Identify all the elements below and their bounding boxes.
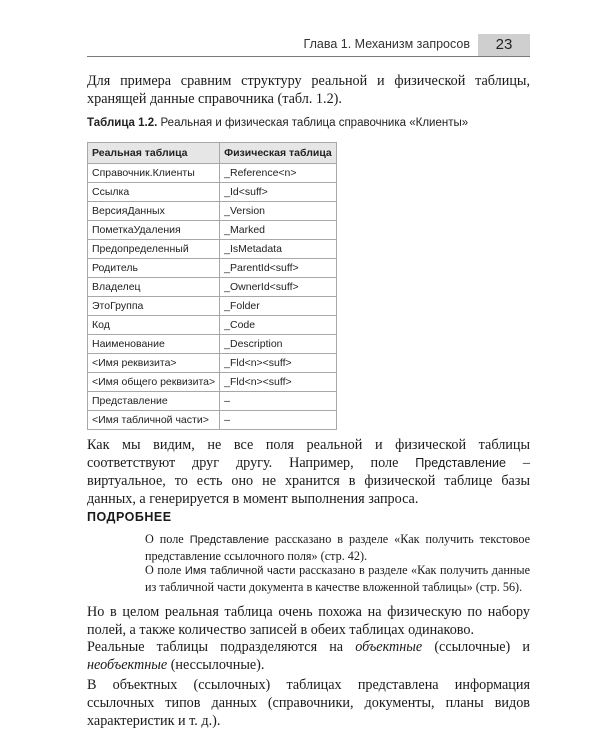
table-row xyxy=(88,392,337,411)
paragraph-types xyxy=(87,638,530,674)
fields-table xyxy=(87,142,337,430)
table-row xyxy=(88,411,337,430)
cell-physical-field: _ParentId<suff> xyxy=(220,259,337,278)
cell-physical-field: _Fld<n><suff> xyxy=(220,354,337,373)
paragraph-text: Реальные таблицы подразделяются на xyxy=(87,639,356,655)
cell-physical-field: _Id<suff> xyxy=(220,183,337,202)
page-number: 23 xyxy=(478,34,530,56)
note-text: О поле xyxy=(145,532,190,546)
table-row xyxy=(88,297,337,316)
paragraph-text: Как мы видим, не все поля реальной и физической таблицы соответствуют друг другу. Например, поле xyxy=(87,437,530,471)
table-row xyxy=(88,221,337,240)
cell-real-field: ЭтоГруппа xyxy=(88,297,220,316)
cell-real-field: Предопределенный xyxy=(88,240,220,259)
header-real-table: Реальная таблица xyxy=(88,143,220,164)
paragraph-text: – виртуальное, то есть оно не хранится в физической таблице базы данных, а генерируется в момент выполнения запроса. xyxy=(87,455,531,507)
italic-term: объектные xyxy=(355,639,423,655)
table-caption xyxy=(87,117,468,129)
header-physical-table: Физическая таблица xyxy=(220,143,337,164)
table-header-row xyxy=(88,143,337,164)
note-tabular-part xyxy=(145,563,530,595)
cell-physical-field: – xyxy=(220,411,337,430)
paragraph-text: (ссылочные) и xyxy=(422,639,530,655)
table-row xyxy=(88,335,337,354)
intro-paragraph: Для примера сравним структуру реальной и физической таблицы, хранящей данные справочника (табл. 1.2). xyxy=(87,73,530,107)
cell-physical-field: _Version xyxy=(220,202,337,221)
cell-real-field: ВерсияДанных xyxy=(88,202,220,221)
table-row xyxy=(88,278,337,297)
cell-real-field: Владелец xyxy=(88,278,220,297)
paragraph-text: (нессылочные). xyxy=(167,657,265,673)
more-heading: ПОДРОБНЕЕ xyxy=(87,510,172,524)
cell-physical-field: _IsMetadata xyxy=(220,240,337,259)
table-row xyxy=(88,183,337,202)
cell-real-field: Код xyxy=(88,316,220,335)
cell-real-field: <Имя табличной части> xyxy=(88,411,220,430)
cell-physical-field: _Fld<n><suff> xyxy=(220,373,337,392)
cell-physical-field: _Code xyxy=(220,316,337,335)
cell-physical-field: – xyxy=(220,392,337,411)
cell-physical-field: _Marked xyxy=(220,221,337,240)
table-row xyxy=(88,316,337,335)
cell-physical-field: _Description xyxy=(220,335,337,354)
table-row xyxy=(88,373,337,392)
cell-real-field: Справочник.Клиенты xyxy=(88,164,220,183)
cell-real-field: <Имя реквизита> xyxy=(88,354,220,373)
paragraph-similarity: Но в целом реальная таблица очень похожа на физическую по набору полей, а также количество записей в обеих таблицах одинаково. xyxy=(87,604,530,638)
cell-real-field: Наименование xyxy=(88,335,220,354)
field-name: Представление xyxy=(415,456,507,470)
cell-real-field: <Имя общего реквизита> xyxy=(88,373,220,392)
cell-physical-field: _Folder xyxy=(220,297,337,316)
table-row xyxy=(88,259,337,278)
table-caption-text: Реальная и физическая таблица справочника «Клиенты» xyxy=(160,117,469,129)
field-name: Имя табличной части xyxy=(184,565,296,577)
note-text: рассказано в разделе «Как получить данные из табличной части документа в качестве вложенной таблицы» (стр. 56). xyxy=(145,563,531,594)
paragraph-object-tables: В объектных (ссылочных) таблицах представлена информация ссылочных типов данных (справочники, документы, планы видов характеристик и т. д.). xyxy=(87,677,530,729)
header-rule xyxy=(87,56,530,57)
table-row xyxy=(88,354,337,373)
paragraph-fields-compare xyxy=(87,436,530,508)
table-row xyxy=(88,240,337,259)
cell-physical-field: _OwnerId<suff> xyxy=(220,278,337,297)
note-presentation xyxy=(145,532,530,564)
cell-physical-field: _Reference<n> xyxy=(220,164,337,183)
table-row xyxy=(88,164,337,183)
cell-real-field: Ссылка xyxy=(88,183,220,202)
note-text: О поле xyxy=(145,563,185,577)
cell-real-field: Представление xyxy=(88,392,220,411)
italic-term: необъектные xyxy=(87,657,168,673)
table-caption-label: Таблица 1.2. xyxy=(87,117,158,129)
chapter-title: Глава 1. Механизм запросов xyxy=(303,37,470,51)
note-text: рассказано в разделе «Как получить текстовое представление ссылочного поля» (стр. 42). xyxy=(145,532,530,563)
page-header xyxy=(87,34,530,56)
cell-real-field: ПометкаУдаления xyxy=(88,221,220,240)
cell-real-field: Родитель xyxy=(88,259,220,278)
table-row xyxy=(88,202,337,221)
field-name: Представление xyxy=(189,534,270,546)
